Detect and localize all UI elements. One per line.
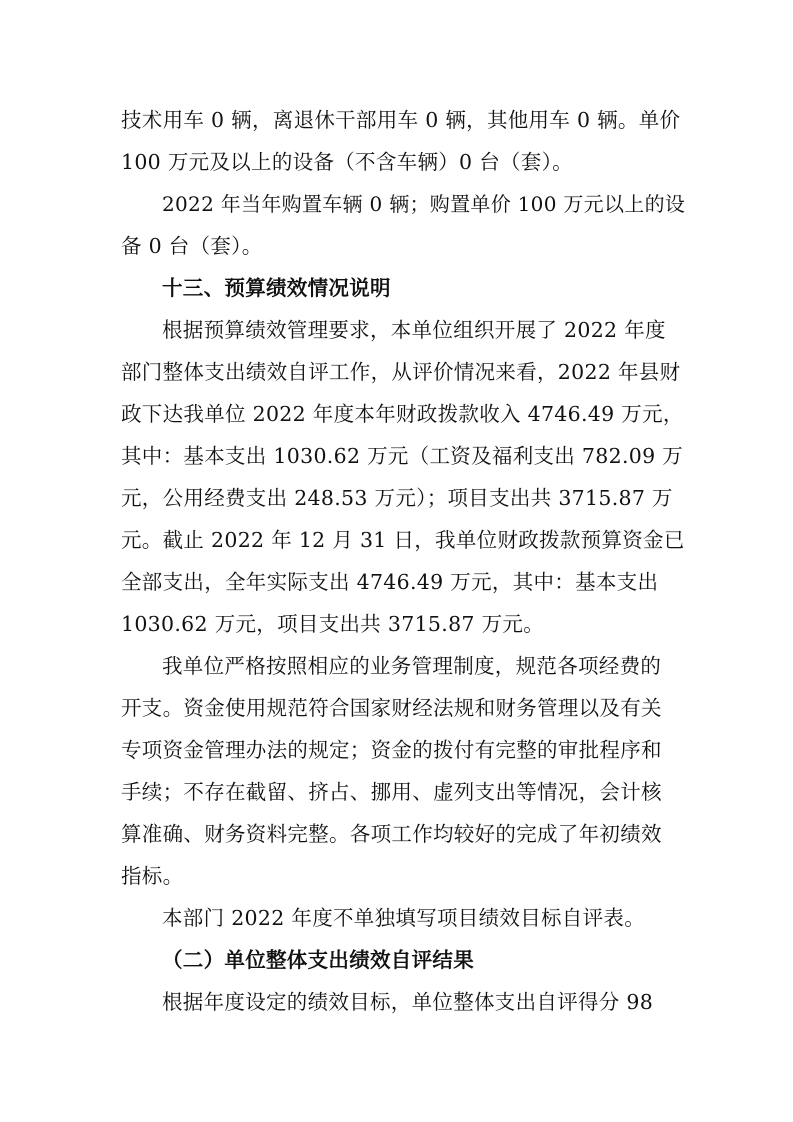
paragraph-line: 专项资金管理办法的规定；资金的拨付有完整的审批程序和 [121,738,662,762]
paragraph-line: 政下达我单位 2022 年度本年财政拨款收入 4746.49 万元， [121,402,684,426]
paragraph-line: 手续；不存在截留、挤占、挪用、虚列支出等情况，会计核 [121,780,662,804]
paragraph-line: 本部门 2022 年度不单独填写项目绩效目标自评表。 [162,906,646,930]
paragraph-line: 技术用车 0 辆，离退休干部用车 0 辆，其他用车 0 辆。单价 [121,108,681,132]
paragraph-line: 元。截止 2022 年 12 月 31 日，我单位财政拨款预算资金已 [121,528,685,552]
paragraph-line: 元，公用经费支出 248.53 万元）；项目支出共 3715.87 万 [121,486,673,510]
subsection-heading: （二）单位整体支出绩效自评结果 [162,948,474,972]
paragraph-line: 根据预算绩效管理要求，本单位组织开展了 2022 年度 [162,318,666,342]
paragraph-line: 全部支出，全年实际支出 4746.49 万元，其中：基本支出 [121,570,659,594]
paragraph-line: 根据年度设定的绩效目标，单位整体支出自评得分 98 [162,990,654,1014]
paragraph-line: 部门整体支出绩效自评工作，从评价情况来看，2022 年县财 [121,360,681,384]
paragraph-line: 2022 年当年购置车辆 0 辆；购置单价 100 万元以上的设 [162,192,686,216]
paragraph-line: 其中：基本支出 1030.62 万元（工资及福利支出 782.09 万 [121,444,684,468]
paragraph-line: 指标。 [121,864,184,888]
section-heading: 十三、预算绩效情况说明 [162,276,391,300]
paragraph-line: 我单位严格按照相应的业务管理制度，规范各项经费的 [162,654,662,678]
paragraph-line: 1030.62 万元，项目支出共 3715.87 万元。 [121,612,544,636]
paragraph-line: 100 万元及以上的设备（不含车辆）0 台（套）。 [121,150,573,174]
paragraph-line: 备 0 台（套）。 [121,234,263,258]
paragraph-line: 开支。资金使用规范符合国家财经法规和财务管理以及有关 [121,696,662,720]
paragraph-line: 算准确、财务资料完整。各项工作均较好的完成了年初绩效 [121,822,662,846]
